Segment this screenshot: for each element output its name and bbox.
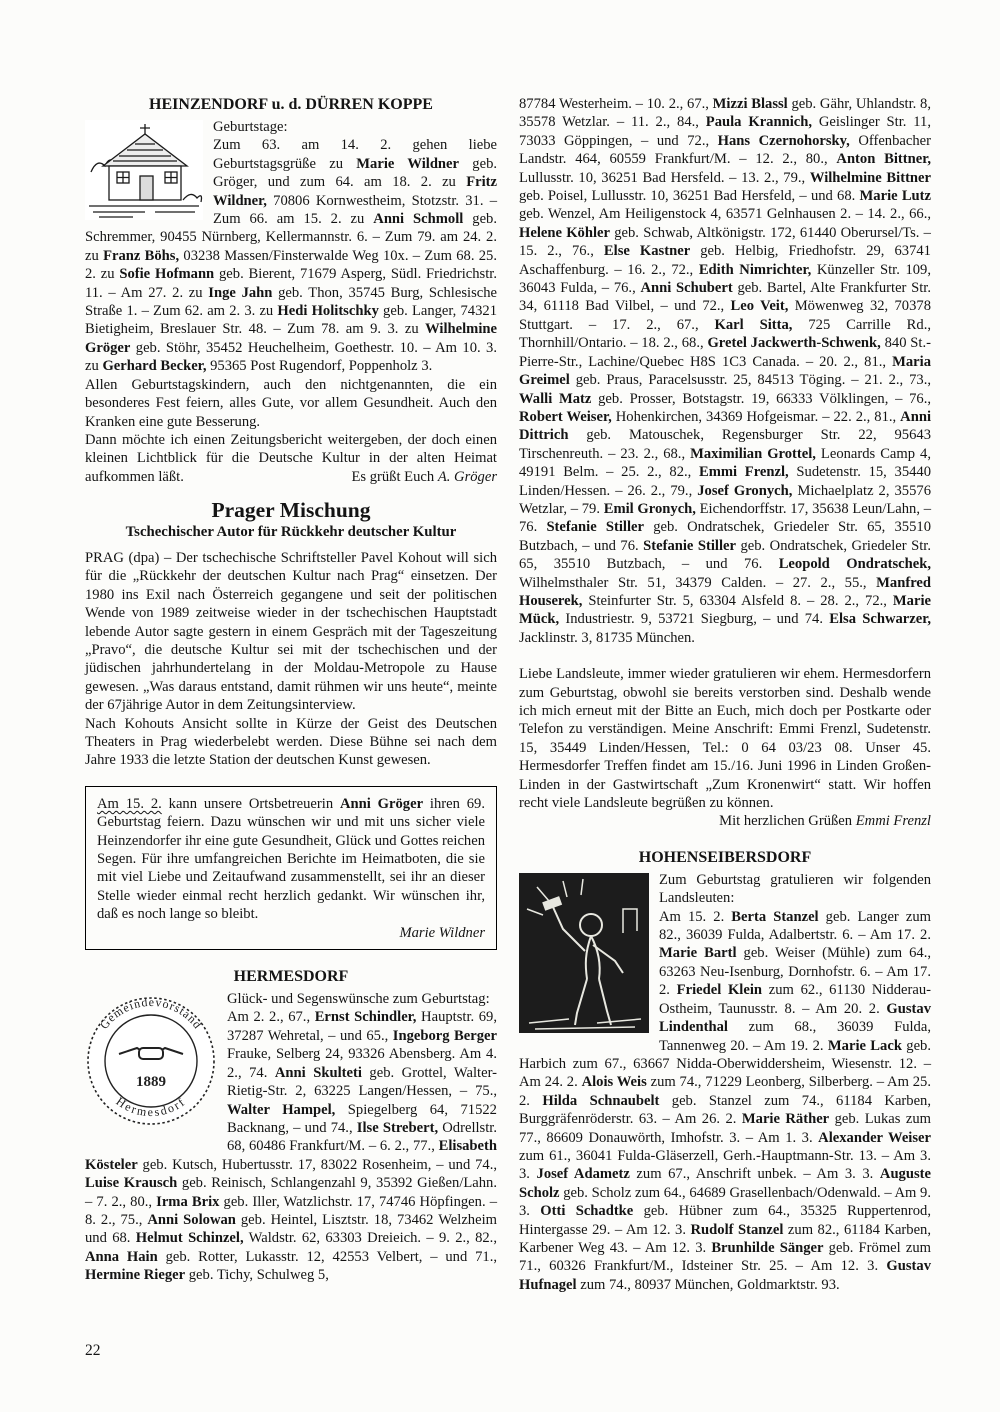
article-paragraph-2: Nach Kohouts Ansicht sollte in Kürze der Geist des Deutschen Theaters in Prag wiederbelebt werden. Diese Bühne sei nach dem Jahre 1933 die letzte Station der deutschen Kunst gewesen.: [85, 715, 497, 769]
hermesdorf-birthday-paragraph: [85, 990, 497, 1285]
page-number: 22: [85, 1342, 101, 1359]
two-column-layout: [85, 95, 931, 1294]
section-title-hermesdorf: HERMESDORF: [233, 968, 349, 986]
geburtstage-label: Geburtstage:: [213, 119, 288, 135]
article-title: Prager Mischung: [211, 498, 371, 523]
heinzendorf-birthday-paragraph: [85, 118, 497, 376]
hohenseibersdorf-woodcut-illustration: [519, 873, 649, 1038]
hermesdorf-birthday-continuation: 87784 Westerheim. – 10. 2., 67., Mizzi Blassl geb. Gähr, Uhlandstr. 8, 35578 Wetzlar. – 11. 2., 84., Paula Krannich, Geislinger Str. 11, 73033 Göppingen, – und 72., Hans Czernohorsky, Offenbacher Landstr. 464, 60559 Frankfurt/M. – 12. 2., 80., Anton Bittner, Lullusstr. 10, 36251 Bad Hersfeld. – 13. 2., 79., Wilhelmine Bittner geb. Poisel, Lullusstr. 10, 36251 Bad Hersfeld, – und 68. Marie Lutz geb. Wenzel, Am Heiligenstock 4, 63571 Gelnhausen 2. – 14. 2., 66., Helene Köhler geb. Schwab, Altkönigstr. 172, 61440 Oberursel/Ts. – 15. 2., 76., Else Kastner geb. Helbig, Friedhofstr. 29, 63741 Aschaffenburg. – 16. 2., 72., Edith Nimrichter, Künzeller Str. 109, 36043 Fulda, – 76., Anni Schubert geb. Bartel, Alte Frankfurter Str. 34, 61118 Bad Vilbel, – und 72., Leo Veit, Möwenweg 32, 70378 Stuttgart. – 17. 2., 67., Karl Sitta, 725 Carrille Rd., Thornhill/Ontario. – 18. 2., 68., Gretel Jackwerth-Schwenk, 840 St.-Pierre-Str., Lachine/Quebec H8S 1C3 Canada. – 20. 2., 81., Maria Greimel geb. Praus, Paracelsusstr. 25, 84513 Töging. – 21. 2., 73., Walli Matz geb. Prosser, Botstagstr. 19, 66333 Völklingen, – 76., Robert Weiser, Hohenkirchen, 34369 Hofgeismar. – 22. 2., 81., Anni Dittrich geb. Matouschek, Regensburger Str. 22, 95643 Tirschenreuth. – 23. 2., 68., Maximilian Grottel, Leonards Camp 4, 49191 Belm. – 25. 2., 82., Emmi Frenzl, Sudetenstr. 15, 35440 Linden/Hessen. – 26. 2., 79., Josef Gronych, Michaelplatz 2, 35576 Wetzlar, – 79. Emil Gronych, Eichendorffstr. 17, 35638 Leun/Lahn, – 76. Stefanie Stiller geb. Ondratschek, Griedeler Str. 65, 35510 Butzbach, – und 76. Stefanie Stiller geb. Ondratschek, Griedeler Str. 65, 35510 Butzbach, – und 76. Leopold Ondratschek, Wilhelmsthaler Str. 51, 34379 Calden. – 27. 2., 55., Manfred Houserek, Steinfurter Str. 5, 63304 Alsfeld 8. – 28. 2., 72., Marie Mück, Industriestr. 9, 53721 Siegburg, – und 74. Elsa Schwarzer, Jacklinstr. 3, 81735 München.: [519, 96, 932, 646]
closing-text: Dann möchte ich einen Zeitungsbericht weitergeben, der doch einen kleinen Lichtblick für die Deutsche Kultur in der alten Heimat aufkommen läßt.: [85, 431, 497, 485]
heinzendorf-closing-paragraph: [85, 431, 497, 486]
hermesdorf-seal: [85, 992, 217, 1135]
hohenseibersdorf-birthday-paragraph: [519, 871, 931, 1294]
seal-top-text: Gemeindevorstand: [96, 995, 206, 1032]
left-column: [85, 95, 497, 1294]
section-title-heinzendorf: HEINZENDORF u. d. DÜRREN KOPPE: [149, 96, 433, 113]
seal-bottom-text: Hermesdorf: [113, 1094, 189, 1120]
hermesdorf-birthday-list: Am 2. 2., 67., Ernst Schindler, Hauptstr. 69, 37287 Wehretal, – und 65., Ingeborg Berger Frauke, Selberg 24, 93326 Abensberg. Am 4. 2., 74. Anni Skulteti geb. Grottel, Walter-Rietig-Str. 2, 63225 Langen/Hessen, – 75., Walter Hampel, Spiegelberg 64, 71522 Backnang, – und 74., Ilse Strebert, Odrellstr. 68, 60486 Frankfurt/M. – 6. 2., 77., Elisabeth Kösteler geb. Kutsch, Hubertusstr. 17, 83022 Rosenheim, – und 74., Luise Krausch geb. Reinisch, Schlangenzahl 9, 35392 Gießen/Lahn. – 7. 2., 80., Irma Brix geb. Iller, Watzlichstr. 17, 74746 Höpfingen. – 8. 2., 75., Anni Solowan geb. Heintel, Lisztstr. 18, 73462 Welzheim und 68. Helmut Schinzel, Waldstr. 62, 63303 Dreieich. – 9. 2., 82., Anna Hain geb. Rotter, Lukasstr. 12, 42553 Velbert, – und 71., Hermine Rieger geb. Tichy, Schulweg 5,: [85, 1009, 498, 1284]
tribute-box: [85, 786, 497, 950]
hohenseibersdorf-intro: Zum Geburtstag gratulieren wir folgenden Landsleuten:: [659, 871, 931, 907]
article-subtitle: Tschechischer Autor für Rückkehr deutscher Kultur: [125, 523, 457, 540]
tribute-box-signature: Marie Wildner: [399, 924, 485, 941]
tribute-box-body: Am 15. 2. kann unsere Ortsbetreuerin Anni Gröger ihren 69. Geburtstag feiern. Dazu wünschen wir und mit uns sicher viele Heinzendorfer ihr eine gute Gesundheit, Glück und Gottes reichen Segen. Für ihre umfangreichen Berichte im Heimatboten, die sie mit viel Liebe und Zeitaufwand zusammenstellt, sei ihr an dieser Stelle wieder einmal recht herzlich gedankt. Wir wünschen ihr, daß es noch lange so bleibt.: [97, 795, 485, 923]
heinzendorf-house-illustration: [85, 120, 203, 225]
heinzendorf-wishes-paragraph: Allen Geburtstagskindern, auch den nichtgenannten, die ein besonderes Fest feiern, alles Gute, vor allem Gesundheit. Auch den Kranken eine gute Besserung.: [85, 376, 497, 430]
hermesdorf-intro: Glück- und Segenswünsche zum Geburtstag:: [227, 991, 490, 1008]
hohenseibersdorf-birthday-list: Am 15. 2. Berta Stanzel geb. Langer zum 82., 36039 Fulda, Adalbertstr. 6. – Am 17. 2. Marie Bartl geb. Weiser (Mühle) zum 64., 63263 Neu-Isenburg, Dornhofstr. 6. – Am 17. 2. Friedel Klein zum 62., 61130 Nidderau-Ostheim, Taunusstr. 8. – Am 20. 2. Gustav Lindenthal zum 68., 36039 Fulda, Tannenweg 20. – Am 19. 2. Marie Lack geb. Harbich zum 67., 63667 Nidda-Oberwiddersheim, Wiesenstr. 12. – Am 24. 2. Alois Weis zum 74., 71229 Leonberg, Silberberg. – Am 25. 2. Hilda Schnaubelt geb. Stanzel zum 74., 61184 Karben, Burggräfenröderstr. 63. – Am 26. 2. Marie Räther geb. Lukas zum 77., 86609 Donauwörth, Imhofstr. 3. – Am 1. 3. Alexander Weiser zum 61., 36041 Fulda-Gläserzell, Gerh.-Hauptmann-Str. 13. – Am 3. 3. Josef Adametz zum 67., Anschrift unbek. – Am 3. 3. Auguste Scholz geb. Scholz zum 64., 64689 Grasellenbach/Odenwald. – Am 9. 3. Otti Schadtke geb. Hübner zum 64., 35325 Ruppertenrod, Hintergasse 29. – Am 12. 3. Rudolf Stanzel zum 82., 61184 Karben, Karbener Weg 43. – Am 12. 3. Brunhilde Sänger geb. Frömel zum 71., 60326 Frankfurt/M., Idsteiner Str. 25. – Am 12. 3. Gustav Hufnagel zum 74., 80937 München, Goldmarktstr. 93.: [519, 908, 932, 1293]
closing-signature: Es grüßt Euch A. Gröger: [351, 468, 497, 485]
heinzendorf-birthday-list: Zum 63. am 14. 2. gehen liebe Geburtstagsgrüße zu Marie Wildner geb. Gröger, und zum 64. am 18. 2. zu Fritz Wildner, 70806 Kornwestheim, Stotzstr. 31. – Zum 66. am 15. 2. zu Anni Schmoll geb. Schremmer, 90455 Nürnberg, Kellermannstr. 6. – Zum 79. am 24. 2. zu Franz Böhs, 03238 Massen/Finsterwalde Weg 10x. – Zum 68. 25. 2. zu Sofie Hofmann geb. Bierent, 71679 Asperg, Südl. Friedrichstr. 11. – Am 27. 2. zu Inge Jahn geb. Thon, 35745 Burg, Schlesische Straße 1. – Zum 62. am 2. 3. zu Hedi Holitschky geb. Langer, 74321 Bietigheim, Breslauer Str. 48. – Zum 78. am 9. 3. zu Wilhelmine Gröger geb. Stöhr, 35452 Heuchelheim, Goethestr. 10. – Am 10. 3. zu Gerhard Becker, 95365 Post Rugendorf, Poppenholz 3.: [85, 137, 498, 375]
section-title-hohenseibersdorf: HOHENSEIBERSDORF: [638, 848, 812, 866]
article-paragraph-1: PRAG (dpa) – Der tschechische Schriftsteller Pavel Kohout will sich für die „Rückkehr der deutschen Kultur nach Prag“ einsetzen. Der 1980 ins Exil nach Österreich gegangene und seit der politischen Wende von 1989 zeitweise wieder in der tschechischen Hauptstadt lebende Autor sagte gestern in einem Gespräch mit der Tageszeitung „Pravo“, die deutsche Kultur sei mit der tschechischen und der jüdischen jahrhundertelang in der Moldau-Metropole zu Hause gewesen. „Was daraus entstand, damit rühmen wir uns heute“, meinte der 67jährige Autor in dem Zeitungsinterview.: [85, 549, 497, 714]
right-column: [519, 95, 931, 1294]
hermesdorf-notice-paragraph: Liebe Landsleute, immer wieder gratulieren wir ehem. Hermesdorfern zum Geburtstag, obwohl sie bereits verstorben sind. Deshalb wende ich mich erneut mit der Bitte an Euch, mich doch per Postkarte oder Telefon zu verständigen. Meine Anschrift: Emmi Frenzl, Sudetenstr. 15, 35449 Linden/Hessen, Tel.: 0 64 03/23 08. Unser 45. Hermesdorfer Treffen findet am 15./16. Juni 1996 in Linden Großen-Linden in der Gastwirtschaft „Zum Kronenwirt“ statt. Wir hoffen recht viele Landsleute begrüßen zu können.: [519, 666, 931, 812]
hermesdorf-notice-signature: Mit herzlichen Grüßen Emmi Frenzl: [719, 813, 931, 830]
seal-year: 1889: [136, 1074, 166, 1091]
